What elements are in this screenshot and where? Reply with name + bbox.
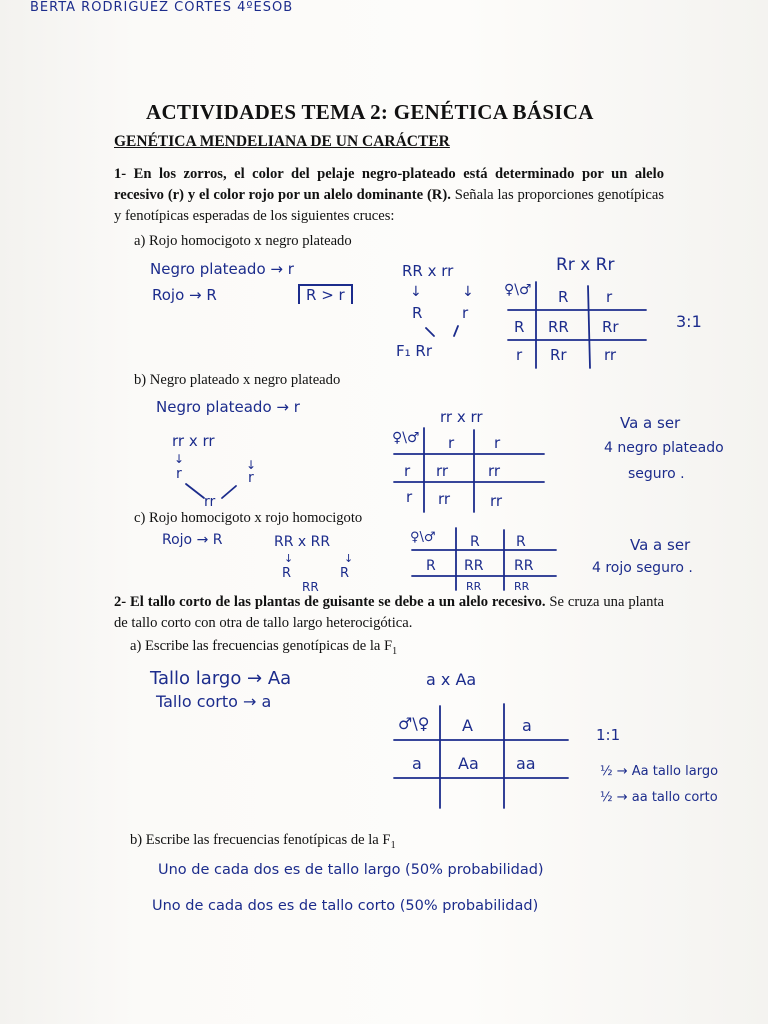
q1c-rojo-line: Rojo → R	[162, 532, 223, 548]
q1c-arrow-2: ↓	[344, 552, 354, 565]
q1a-cross: RR x rr	[402, 262, 454, 280]
question-2b-label-text: b) Escribe las frecuencias fenotípicas de la F	[130, 832, 391, 848]
question-2a-label-text: a) Escribe las frecuencias genotípicas de la F	[130, 638, 393, 654]
question-1-bold: 1- En los zorros, el color del pelaje negro-plateado está determinado por un alelo recesivo (r) y el color rojo por un alelo dominante (R).	[114, 166, 664, 203]
q2a-cross: a x Aa	[426, 670, 477, 689]
question-1b-label: b) Negro plateado x negro plateado	[134, 372, 341, 388]
q1a-dominance-box: R > r	[298, 284, 353, 304]
q1b-punnett-row-1: r	[404, 462, 411, 480]
q1b-gamete-1: r	[176, 466, 182, 482]
page-title: ACTIVIDADES TEMA 2: GENÉTICA BÁSICA	[146, 100, 594, 124]
q2a-punnett-cell-12: aa	[516, 754, 536, 773]
q1c-punnett-row2-a: RR	[466, 580, 482, 593]
q1a-punnett-corner: ♀\♂	[504, 282, 532, 298]
q2a-punnett-cell-11: Aa	[458, 754, 479, 773]
q1b-punnett-col-1: r	[448, 434, 455, 452]
q2a-ratio: 1:1	[596, 726, 621, 744]
q1b-note-1: Va a ser	[620, 414, 681, 432]
q2b-line-2: Uno de cada dos es de tallo corto (50% probabilidad)	[152, 898, 539, 914]
q1a-arrow-2: ↓	[462, 284, 474, 300]
question-2-normal: Se cruza una planta de tallo corto con otra de tallo largo heterocigótica.	[114, 594, 664, 631]
q1b-note-2: 4 negro plateado	[604, 440, 724, 456]
q2a-punnett-corner: ♂\♀	[398, 714, 430, 733]
q1b-negro-line: Negro plateado → r	[156, 398, 300, 416]
q2a-largo-line: Tallo largo → Aa	[150, 668, 292, 689]
q1c-punnett-cell-11: RR	[464, 558, 484, 574]
q2a-corto-line: Tallo corto → a	[156, 692, 272, 711]
q1a-punnett-row-2: r	[516, 346, 523, 364]
q1a-punnett-col-1: R	[558, 288, 569, 306]
q1b-punnett-row-2: r	[406, 488, 413, 506]
q1b-cross-2: rr x rr	[440, 408, 483, 426]
question-2a-subscript: 1	[392, 645, 398, 657]
q1b-punnett-cell-22: rr	[490, 492, 503, 510]
q1a-punnett-cell-11: RR	[548, 318, 569, 336]
q1a-join-right	[454, 326, 458, 336]
q1a-rojo-line: Rojo → R	[152, 286, 217, 304]
q2a-punnett-row-1: a	[412, 754, 422, 773]
q1c-cross: RR x RR	[274, 534, 331, 550]
q1b-cross: rr x rr	[172, 432, 215, 450]
q1b-arrow-1: ↓	[174, 452, 185, 466]
q1a-punnett-cell-21: Rr	[550, 346, 567, 364]
q1b-gamete-2: r	[248, 470, 254, 486]
q1c-result: RR	[302, 580, 319, 594]
question-1-normal: Señala las proporciones genotípicas y fenotípicas esperadas de los siguientes cruces:	[114, 187, 665, 224]
q1b-punnett-corner: ♀\♂	[392, 430, 420, 446]
q1a-cross-2: Rr x Rr	[556, 255, 615, 275]
q1b-join-right	[222, 486, 236, 498]
q1a-punnett-col-2: r	[606, 288, 613, 306]
q1c-punnett-col-1: R	[470, 534, 480, 550]
q1b-punnett-cell-11: rr	[436, 462, 449, 480]
q2a-half-1: ½ → Aa tallo largo	[600, 764, 719, 779]
q1c-punnett-cell-12: RR	[514, 558, 534, 574]
q1c-note-1: Va a ser	[630, 536, 691, 554]
q1c-punnett-row-1: R	[426, 558, 436, 574]
q1a-negro-line: Negro plateado → r	[150, 260, 294, 278]
student-name-header: BERTA RODRIGUEZ CORTES 4ºESOB	[30, 0, 294, 15]
q2b-line-1: Uno de cada dos es de tallo largo (50% probabilidad)	[158, 862, 544, 878]
q1a-gamete-1: R	[412, 304, 423, 322]
q1c-arrow-1: ↓	[284, 552, 294, 565]
q1a-arrow-1: ↓	[410, 284, 422, 300]
q1b-punnett-cell-12: rr	[488, 462, 501, 480]
q1a-join-left	[426, 328, 434, 336]
question-1c-label: c) Rojo homocigoto x rojo homocigoto	[134, 510, 363, 526]
q1c-gamete-2: R	[340, 566, 350, 581]
q1c-punnett-col-2: R	[516, 534, 526, 550]
q1a-punnett-cell-22: rr	[604, 346, 617, 364]
q1c-note-2: 4 rojo seguro .	[592, 560, 693, 576]
q1b-punnett-cell-21: rr	[438, 490, 451, 508]
q1b-note-3: seguro .	[628, 466, 685, 482]
question-1a-label: a) Rojo homocigoto x negro plateado	[134, 233, 352, 249]
q2a-punnett-col-2: a	[522, 716, 532, 735]
q1a-punnett-row-1: R	[514, 318, 525, 336]
q1a-ratio: 3:1	[676, 312, 702, 331]
q1a-punnett-cell-12: Rr	[602, 318, 619, 336]
question-2-bold: 2- El tallo corto de las plantas de guisante se debe a un alelo recesivo.	[114, 594, 546, 610]
q1b-punnett-col-2: r	[494, 434, 501, 452]
q1a-f1: F₁ Rr	[396, 342, 432, 360]
q1b-result: rr	[204, 494, 216, 510]
q1a-grid-v2	[588, 286, 590, 368]
q1c-punnett-row2-b: RR	[514, 580, 530, 593]
question-2b-subscript: 1	[390, 839, 396, 851]
q1b-join-left	[186, 484, 204, 498]
q1b-arrow-2: ↓	[246, 458, 257, 472]
section-subtitle: GENÉTICA MENDELIANA DE UN CARÁCTER	[114, 133, 450, 150]
q1c-gamete-1: R	[282, 566, 292, 581]
q1c-punnett-corner: ♀\♂	[410, 530, 436, 545]
q2a-punnett-col-1: A	[462, 716, 473, 735]
q2a-half-2: ½ → aa tallo corto	[600, 790, 718, 805]
q1a-gamete-2: r	[462, 304, 469, 322]
